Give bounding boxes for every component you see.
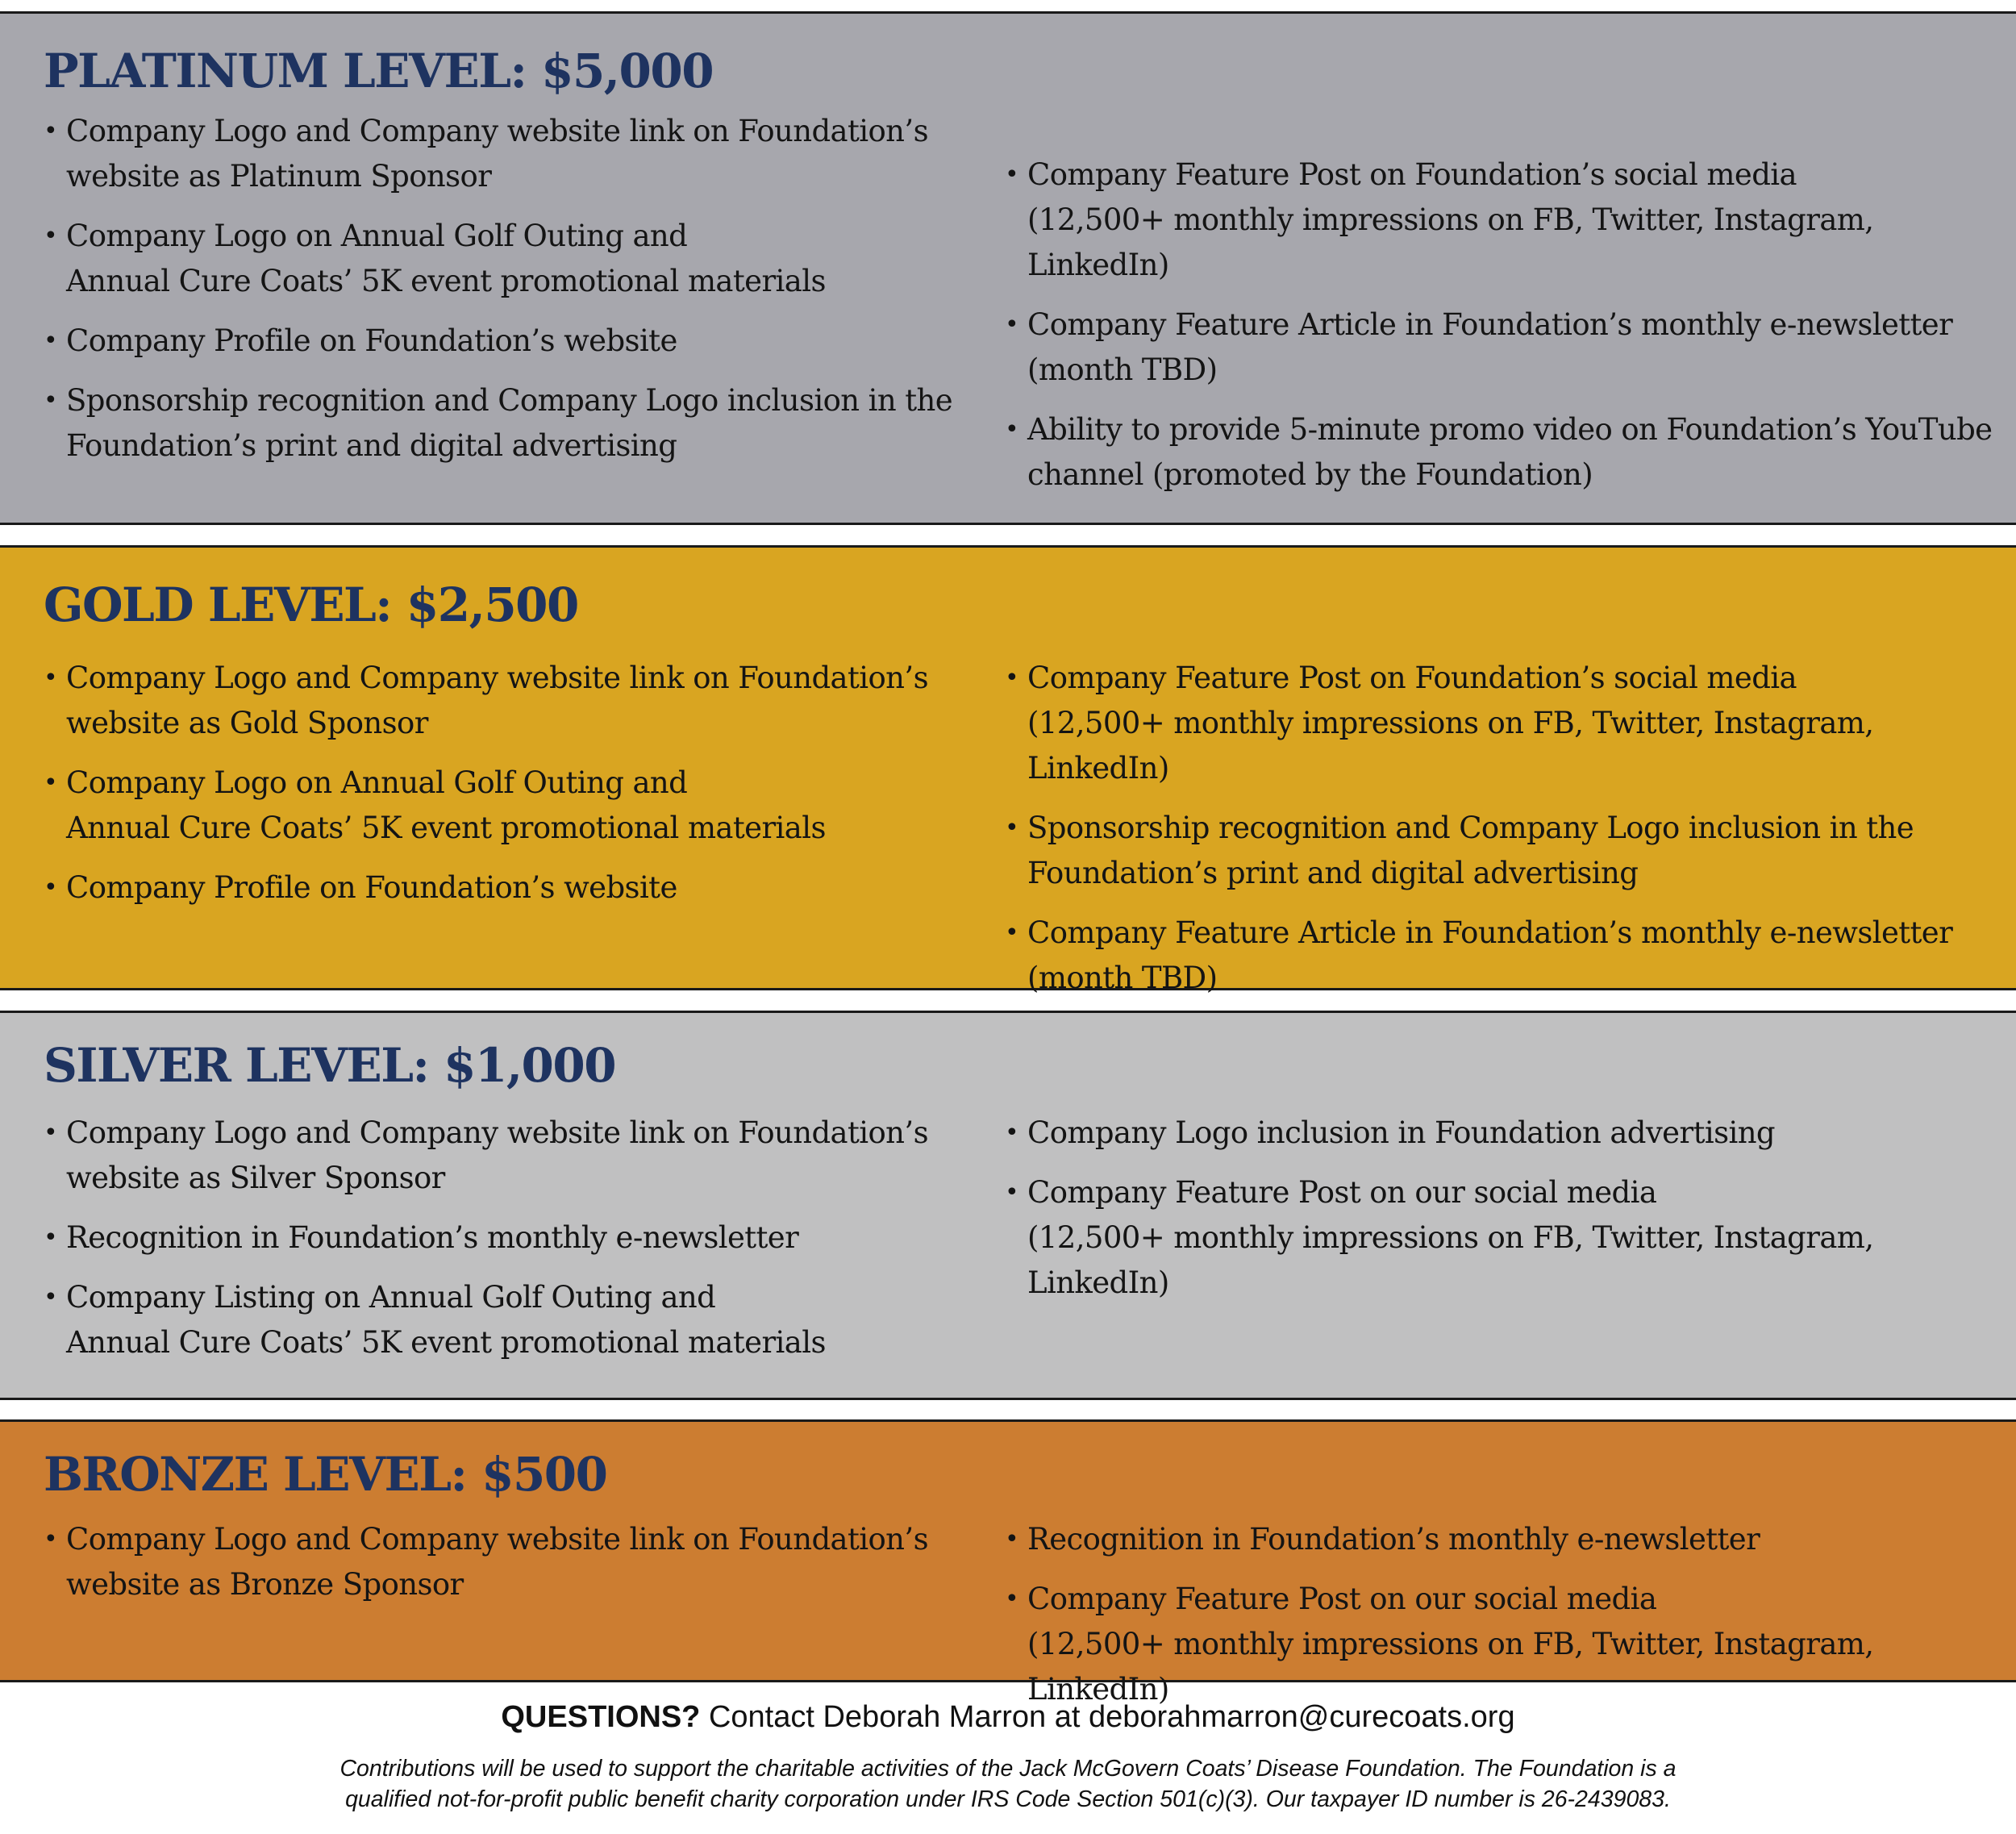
gold-benefits-left [44,656,971,925]
benefit-item [1005,1111,1997,1156]
benefit-text: Company Logo and Company website link on Foundation’s website as Silver Sponsor [66,1115,928,1195]
benefit-item [44,109,971,199]
disclaimer-line-2: qualified not-for-profit public benefit charity corporation under IRS Code Section 501(c)(3). Our taxpayer ID number is 26-2439083. [345,1786,1671,1812]
benefit-item [44,378,971,469]
bullet-icon: • [44,386,58,415]
disclaimer-line-1: Contributions will be used to support the charitable activities of the Jack McGovern Coats’ Disease Foundation. The Foundation is a [339,1756,1677,1782]
gold-level-section [0,545,2016,995]
benefit-item [44,865,971,911]
questions-line [0,1700,2016,1735]
platinum-benefits-right [1005,152,1997,512]
benefit-item [44,1517,971,1607]
benefit-text: Company Feature Post on Foundation’s social media (12,500+ monthly impressions on FB, Twitter, Instagram, LinkedIn) [1027,661,1874,786]
benefit-text: Company Profile on Foundation’s website [66,870,677,905]
bronze-benefits-right [1005,1517,1997,1727]
benefit-text: Company Logo and Company website link on Foundation’s website as Platinum Sponsor [66,114,928,194]
disclaimer [0,1753,2016,1815]
benefit-text: Company Logo and Company website link on Foundation’s website as Bronze Sponsor [66,1522,928,1602]
benefit-text: Recognition in Foundation’s monthly e-newsletter [66,1220,799,1255]
benefit-text: Sponsorship recognition and Company Logo inclusion in the Foundation’s print and digital advertising [1027,811,1914,890]
bullet-icon: • [1005,160,1019,189]
bullet-icon: • [44,1525,58,1553]
bullet-icon: • [44,1119,58,1147]
bullet-icon: • [44,117,58,145]
benefit-text: Recognition in Foundation’s monthly e-newsletter [1027,1522,1760,1557]
bullet-icon: • [1005,1585,1019,1613]
benefit-item [1005,152,1997,288]
bullet-icon: • [1005,311,1019,339]
benefit-item [44,1111,971,1201]
benefit-item [44,656,971,746]
bullet-icon: • [1005,1525,1019,1553]
bullet-icon: • [1005,1178,1019,1207]
bullet-icon: • [44,1223,58,1252]
benefit-item [1005,911,1997,1001]
benefit-text: Ability to provide 5-minute promo video on Foundation’s YouTube channel (promoted by the Foundation) [1027,412,1993,492]
bullet-icon: • [44,222,58,250]
benefit-item [44,1215,971,1261]
benefit-item [1005,806,1997,896]
bullet-icon: • [44,327,58,355]
benefit-item [1005,1577,1997,1712]
questions-label: QUESTIONS? [501,1700,701,1734]
bullet-icon: • [44,664,58,692]
bullet-icon: • [1005,664,1019,692]
platinum-benefits-left [44,109,971,483]
bullet-icon: • [1005,415,1019,444]
benefit-item [44,214,971,304]
benefit-text: Company Feature Article in Foundation’s monthly e-newsletter (month TBD) [1027,915,1953,995]
benefit-item [1005,302,1997,393]
benefit-item [1005,1517,1997,1562]
bullet-icon: • [1005,814,1019,842]
benefit-item [1005,407,1997,498]
platinum-level-title: PLATINUM LEVEL: $5,000 [44,44,714,98]
benefit-text: Sponsorship recognition and Company Logo inclusion in the Foundation’s print and digital advertising [66,383,953,463]
bullet-icon: • [44,1283,58,1311]
benefit-text: Company Feature Post on our social media (12,500+ monthly impressions on FB, Twitter, Instagram, LinkedIn) [1027,1582,1874,1707]
benefit-text: Company Feature Post on our social media (12,500+ monthly impressions on FB, Twitter, Instagram, LinkedIn) [1027,1175,1874,1300]
bullet-icon: • [1005,919,1019,947]
silver-level-section [0,1011,2016,1400]
silver-level-title: SILVER LEVEL: $1,000 [44,1038,616,1093]
silver-benefits-right [1005,1111,1997,1320]
silver-benefits-left [44,1111,971,1380]
benefit-item [1005,1170,1997,1306]
bullet-icon: • [44,769,58,797]
platinum-level-section [0,11,2016,525]
benefit-text: Company Feature Article in Foundation’s monthly e-newsletter (month TBD) [1027,307,1953,387]
bronze-level-section [0,1419,2016,1707]
gold-benefits-right [1005,656,1997,1015]
bullet-icon: • [1005,1119,1019,1147]
benefit-text: Company Profile on Foundation’s website [66,323,677,358]
benefit-text: Company Logo inclusion in Foundation advertising [1027,1115,1776,1150]
bullet-icon: • [44,873,58,902]
benefit-item [44,319,971,364]
benefit-text: Company Feature Post on Foundation’s social media (12,500+ monthly impressions on FB, Twitter, Instagram, LinkedIn) [1027,157,1874,282]
benefit-text: Company Logo and Company website link on Foundation’s website as Gold Sponsor [66,661,928,740]
benefit-text: Company Logo on Annual Golf Outing and Annual Cure Coats’ 5K event promotional materials [66,765,826,845]
benefit-text: Company Logo on Annual Golf Outing and Annual Cure Coats’ 5K event promotional materials [66,219,826,298]
contact-text: Contact Deborah Marron at deborahmarron@curecoats.org [700,1700,1515,1734]
bronze-benefits-left [44,1517,971,1622]
benefit-text: Company Listing on Annual Golf Outing and Annual Cure Coats’ 5K event promotional materials [66,1280,826,1360]
benefit-item [44,1275,971,1365]
bronze-level-title: BRONZE LEVEL: $500 [44,1447,607,1502]
gold-level-title: GOLD LEVEL: $2,500 [44,577,578,632]
benefit-item [1005,656,1997,791]
benefit-item [44,761,971,851]
